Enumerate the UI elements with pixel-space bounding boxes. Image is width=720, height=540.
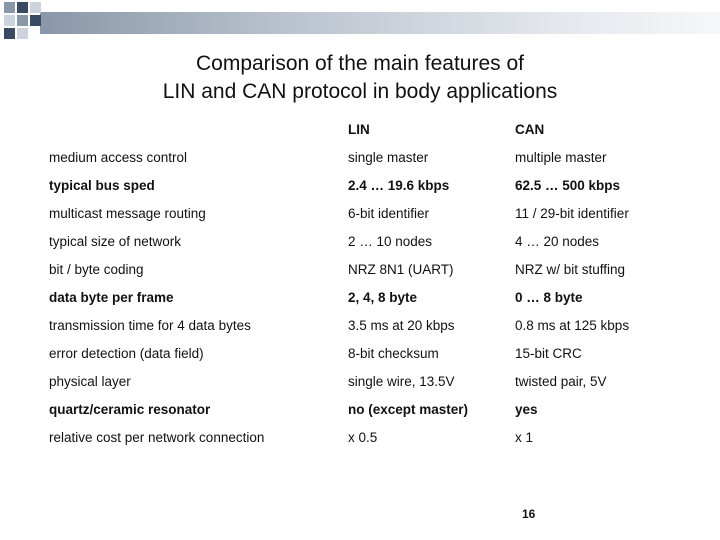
page-title: Comparison of the main features of LIN and CAN protocol in body applications	[162, 52, 558, 103]
can-cell: 11 / 29-bit identifier	[515, 206, 629, 221]
lin-cell: x 0.5	[348, 430, 378, 445]
deco-square-icon	[30, 2, 41, 13]
lin-cell: single wire, 13.5V	[348, 374, 455, 389]
can-cell: 4 … 20 nodes	[515, 234, 600, 249]
can-cell: yes	[515, 402, 538, 417]
deco-square-icon	[17, 28, 28, 39]
feature-cell: relative cost per network connection	[49, 430, 265, 445]
can-cell: 0.8 ms at 125 kbps	[515, 318, 630, 333]
can-cell: multiple master	[515, 150, 607, 165]
can-cell: 62.5 … 500 kbps	[515, 178, 621, 193]
feature-cell: medium access control	[49, 150, 188, 165]
feature-cell: transmission time for 4 data bytes	[49, 318, 251, 333]
lin-cell: 8-bit checksum	[348, 346, 439, 361]
deco-square-icon	[30, 15, 41, 26]
table-row	[0, 340, 720, 368]
lin-cell: 3.5 ms at 20 kbps	[348, 318, 455, 333]
can-cell: 15-bit CRC	[515, 346, 582, 361]
feature-cell: quartz/ceramic resonator	[49, 402, 211, 417]
table-row	[0, 228, 720, 256]
feature-cell: multicast message routing	[49, 206, 206, 221]
table-row	[0, 144, 720, 172]
table-row	[0, 200, 720, 228]
deco-square-icon	[4, 15, 15, 26]
deco-square-icon	[4, 28, 15, 39]
lin-cell: 6-bit identifier	[348, 206, 430, 221]
can-cell: x 1	[515, 430, 534, 445]
header-lin: LIN	[348, 122, 370, 137]
feature-cell: physical layer	[49, 374, 131, 389]
can-cell: NRZ w/ bit stuffing	[515, 262, 626, 277]
deco-square-icon	[17, 15, 28, 26]
header-gradient-strip	[40, 12, 720, 34]
lin-cell: 2.4 … 19.6 kbps	[348, 178, 450, 193]
table-row	[0, 256, 720, 284]
table-row	[0, 368, 720, 396]
feature-cell: error detection (data field)	[49, 346, 204, 361]
header-can: CAN	[515, 122, 545, 137]
lin-cell: no (except master)	[348, 402, 469, 417]
table-header-row	[0, 116, 720, 144]
decorative-header	[0, 0, 720, 50]
lin-cell: single master	[348, 150, 429, 165]
table-row	[0, 312, 720, 340]
feature-cell: typical bus sped	[49, 178, 155, 193]
page-number: 16	[522, 507, 536, 521]
deco-square-icon	[4, 2, 15, 13]
feature-cell: bit / byte coding	[49, 262, 144, 277]
deco-square-icon	[17, 2, 28, 13]
table-row	[0, 284, 720, 312]
lin-cell: 2, 4, 8 byte	[348, 290, 418, 305]
can-cell: twisted pair, 5V	[515, 374, 607, 389]
can-cell: 0 … 8 byte	[515, 290, 583, 305]
lin-cell: 2 … 10 nodes	[348, 234, 433, 249]
table-row	[0, 424, 720, 452]
table-row	[0, 396, 720, 424]
feature-cell: data byte per frame	[49, 290, 174, 305]
lin-cell: NRZ 8N1 (UART)	[348, 262, 454, 277]
table-row	[0, 172, 720, 200]
feature-cell: typical size of network	[49, 234, 182, 249]
